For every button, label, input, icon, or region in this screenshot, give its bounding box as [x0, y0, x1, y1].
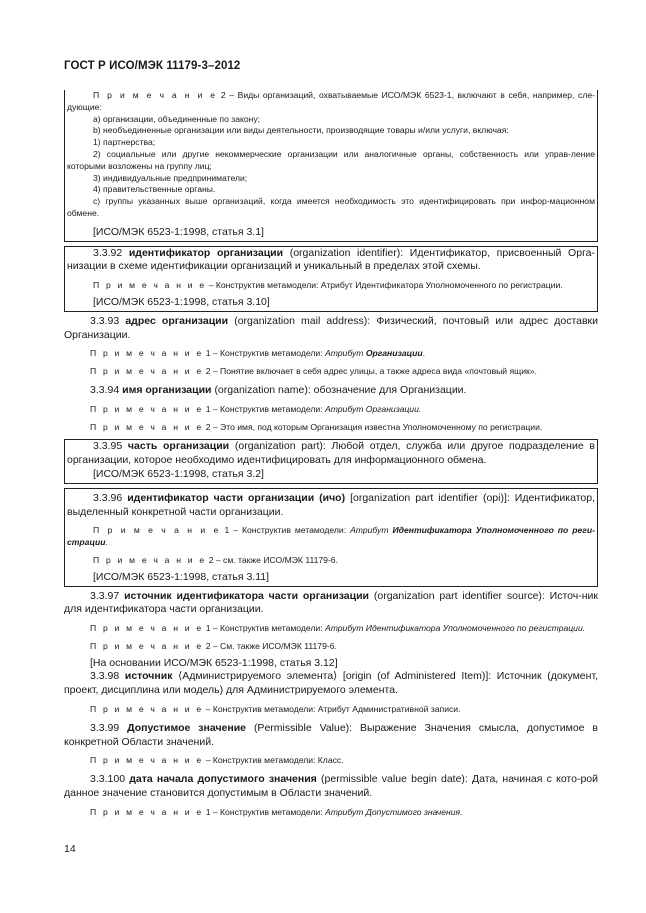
source-reference: [ИСО/МЭК 6523-1:1998, статья 3.10] [93, 295, 270, 308]
note: П р и м е ч а н и е 2 – См. также ИСО/МЭК 11179-6. [90, 640, 337, 651]
source-reference: [На основании ИСО/МЭК 6523-1:1998, статья 3.12] [90, 656, 338, 669]
term-entry-3-3-99: 3.3.99 Допустимое значение (Permissible Value): Выражение Значения смысла, допустимое в конкретной Области значений. [64, 721, 599, 748]
page-content [64, 90, 598, 819]
term-entry: 3.3.96 идентификатор части организации (ичо) [organization part identifier (opi)]: Идентификатор, выделенный конкретной части организации. [67, 491, 596, 518]
boxed-note-organization-types [64, 90, 598, 242]
term-entry-3-3-93: 3.3.93 адрес организации (organization mail address): Физический, почтовый или адрес доставки Организации. [64, 314, 599, 341]
term-entry: 3.3.95 часть организации (organization part): Любой отдел, служба или другое подразделение в организации, которое необходимо идентифицировать для информационного обмена. [67, 440, 595, 467]
note: П р и м е ч а н и е 2 – Понятие включает в себя адрес улицы, а также адреса вида «почтовый ящик». [90, 366, 537, 377]
term-entry-3-3-98: 3.3.98 источник ⟨Администрируемого элемента⟩ [origin (of Administered Item)]: Источник (документ, проект, дисциплина или модель) для Администрируемого элемента. [64, 670, 599, 697]
list-item: 3) индивидуальные предприниматели; [93, 172, 248, 183]
note: П р и м е ч а н и е 2 – см. также ИСО/МЭК 11179-6. [93, 554, 338, 565]
list-item: 4) правительственные органы. [93, 184, 216, 195]
note: П р и м е ч а н и е 1 – Конструктив метамодели: Атрибут Допустимого значения. [90, 806, 463, 817]
term-entry-3-3-97: 3.3.97 источник идентификатора части организации (organization part identifier source): Источ-ник для идентификатора части организации. [64, 589, 599, 616]
term-entry: 3.3.92 идентификатор организации (organization identifier): Идентификатор, присвоенный Орга-низации в схеме идентификации организаций и уникальный в пределах этой схемы. [67, 246, 596, 273]
page-number: 14 [64, 843, 76, 855]
note: П р и м е ч а н и е – Конструктив метамодели: Атрибут Административной записи. [90, 704, 461, 715]
boxed-entry-3-3-95 [64, 439, 598, 483]
term-entry-3-3-100: 3.3.100 дата начала допустимого значения (permissible value begin date): Дата, начиная с кото-рой данное значение становится допустимым в Области значений. [64, 773, 598, 800]
boxed-entry-3-3-96 [64, 488, 598, 587]
note: П р и м е ч а н и е 1 – Конструктив метамодели: Атрибут Идентификатора Уполномоченного по реги-страции. [67, 525, 595, 548]
note: П р и м е ч а н и е 1 – Конструктив метамодели: Атрибут Организации. [90, 403, 422, 414]
note: П р и м е ч а н и е 2 – Виды организаций, охватываемые ИСО/МЭК 6523-1, включают в себя, например, сле-дующие: [67, 90, 595, 112]
list-item: а) организации, объединенные по закону; [93, 113, 261, 124]
note: П р и м е ч а н и е 2 – Это имя, под которым Организация известна Уполномоченному по регистрации. [90, 421, 543, 432]
list-item: 2) социальные или другие некоммерческие организации или аналогичные органы, собственность или управ-ление которыми возложены на группу лиц; [67, 148, 595, 171]
source-reference: [ИСО/МЭК 6523-1:1998, статья 3.11] [93, 570, 270, 583]
boxed-entry-3-3-92 [64, 246, 598, 312]
document-header: ГОСТ Р ИСО/МЭК 11179-3–2012 [64, 60, 241, 72]
list-item: 1) партнерства; [93, 137, 156, 148]
note: П р и м е ч а н и е 1 – Конструктив метамодели: Атрибут Организации. [90, 348, 426, 359]
note: П р и м е ч а н и е – Конструктив метамодели: Атрибут Идентификатора Уполномоченного по регистрации. [93, 280, 563, 291]
source-reference: [ИСО/МЭК 6523-1:1998, статья 3.1] [93, 225, 264, 238]
note: П р и м е ч а н и е – Конструктив метамодели: Класс. [90, 755, 344, 766]
note: П р и м е ч а н и е 1 – Конструктив метамодели: Атрибут Идентификатора Уполномоченного по регистрации. [90, 623, 586, 634]
list-item: с) группы указанных выше организаций, когда имеется необходимость это идентифицировать при инфор-мационном обмене. [67, 196, 595, 218]
source-reference: [ИСО/МЭК 6523-1:1998, статья 3.2] [93, 467, 264, 480]
list-item: b) необъединенные организации или виды деятельности, производящие товары и/или услуги, включая: [93, 125, 509, 136]
term-entry-3-3-94: 3.3.94 имя организации (organization name): обозначение для Организации. [90, 383, 467, 396]
